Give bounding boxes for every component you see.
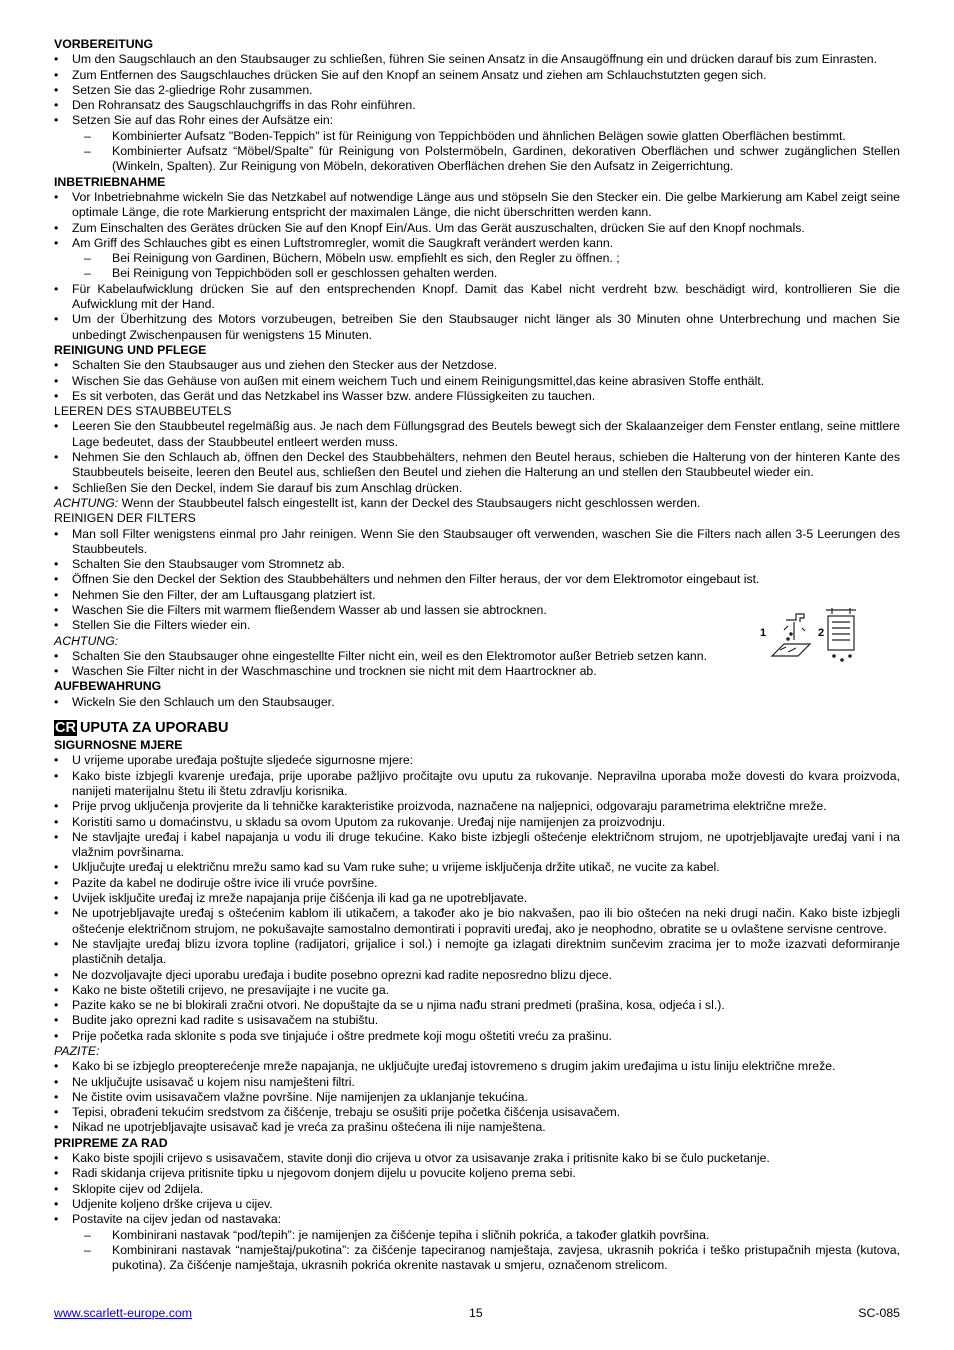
section-heading-pripreme: PRIPREME ZA RAD [54, 1135, 168, 1150]
list-item: • Ne upotrjebljavajte uređaj s oštećenim kablom ili utikačem, a također ako je bio nakvašen, pao ili bio oštećen na neki drugi način. Kako biste izbjegli oštećenje električnom strujom, ne pokušavajte samostalno demontirati i popraviti uređaj, ako je neophodno, obratite se u ovlaštene servisne centrove. [54, 906, 900, 937]
page-number: 15 [469, 1306, 483, 1320]
list-pripreme [54, 1151, 900, 1273]
list-item: • Wickeln Sie den Schlauch um den Staubsauger. [54, 695, 900, 710]
list-aufbewahrung [54, 695, 900, 710]
list-sigurnosne [54, 753, 900, 1044]
list-item: • Kako biste izbjegli kvarenje uređaja, prije uporabe pažljivo pročitajte ovu uputu za rukovanje. Nepravilna uporaba može dovesti do kvara proizvoda, nanijeti materijalnu štetu ili štetu zdravlju korisnika. [54, 769, 900, 800]
list-item: • Radi skidanja crijeva pritisnite tipku u njegovom donjem dijelu u povucite koljeno prema sebi. [54, 1166, 900, 1181]
list-item: • Zum Entfernen des Saugschlauches drücken Sie auf den Knopf an seinem Ansatz und ziehen am Schlauchstutzten gegen sich. [54, 68, 900, 83]
list-item: • Nehmen Sie den Schlauch ab, öffnen den Deckel des Staubbehälters, nehmen den Beutel heraus, schieben die Halterung von der hinteren Kante des Staubbeutels beiseite, leeren den Beutel aus, schließen den Beutel und ziehen die Halterung an und stellen den Staubbeutel wieder ein. [54, 450, 900, 481]
manual-title: UPUTA ZA UPORABU [79, 720, 229, 737]
sub-list-item: – Kombinierter Aufsatz “Möbel/Spalte” für Reinigung von Polstermöbeln, Gardinen, dekorativen Oberflächen und schwer zugänglichen Stellen (Winkeln, Spalten). Zur Reinigung von Möbeln, dekorativen Oberflächen drehen Sie den Aufsatz in Zeigerrichtung. [54, 144, 900, 175]
list-item: • Setzen Sie auf das Rohr eines der Aufsätze ein: [54, 113, 900, 128]
achtung-label: ACHTUNG: [54, 495, 119, 510]
list-item: • Ne dozvoljavajte djeci uporabu uređaja i budite posebno oprezni kad radite neposredno blizu djece. [54, 968, 900, 983]
pazite-label: PAZITE: [54, 1044, 100, 1058]
list-item: • Schalten Sie den Staubsauger aus und ziehen den Stecker aus der Netzdose. [54, 358, 900, 373]
achtung-note [54, 496, 900, 511]
list-item: • Nehmen Sie den Filter, der am Luftausgang platziert ist. [54, 588, 900, 603]
model-number: SC-085 [858, 1306, 900, 1320]
sub-list-item: – Bei Reinigung von Teppichböden soll er geschlossen gehalten werden. [54, 266, 900, 281]
list-item: • Waschen Sie Filter nicht in der Waschmaschine und trocknen sie nicht mit dem Haartrockner ab. [54, 664, 900, 679]
list-item: • Kako bi se izbjeglo preopterećenje mreže napajanja, ne uključujte uređaj istovremeno s drugim jakim uređajima u istu liniju električne mreže. [54, 1059, 900, 1074]
list-item: • Schalten Sie den Staubsauger ohne eingestellte Filter nicht ein, weil es den Elektromotor außer Betrieb setzen kann. [54, 649, 900, 664]
list-item: • Stellen Sie die Filters wieder ein. [54, 618, 900, 633]
list-item: • Pazite da kabel ne dodiruje oštre ivice ili vruće površine. [54, 876, 900, 891]
section-heading-vorbereitung: VORBEREITUNG [54, 37, 154, 51]
list-item: • Udjenite koljeno drške crijeva u cijev. [54, 1197, 900, 1212]
list-item: • Wischen Sie das Gehäuse von außen mit einem weichem Tuch und einem Reinigungsmittel,das keine abrasiven Stoffe enthält. [54, 374, 900, 389]
list-item: • Kako biste spojili crijevo s usisavačem, stavite donji dio crijeva u otvor za usisavanje zraka i pritisnite kako bi se čulo pucketanje. [54, 1151, 900, 1166]
list-item: • Leeren Sie den Staubbeutel regelmäßig aus. Je nach dem Füllungsgrad des Beutels bewegt sich der Skalaanzeiger dem Fenster entlang, seine mittlere Lage bedeutet, dass der Staubbeutel entleert werden muss. [54, 419, 900, 450]
list-item: • Setzen Sie das 2-gliedrige Rohr zusammen. [54, 83, 900, 98]
list-reinigung [54, 358, 900, 404]
section-heading-aufbewahrung: AUFBEWAHRUNG [54, 679, 162, 694]
list-item: • Vor Inbetriebnahme wickeln Sie das Netzkabel auf notwendige Länge aus und stöpseln Sie den Stecker ein. Die gelbe Markierung am Kabel zeigt seine optimale Länge, die rote Markierung entspricht der maximalen Länge, die nicht überschritten werden kann. [54, 190, 900, 221]
filter-washing-illustration [758, 606, 868, 666]
list-item: • Schalten Sie den Staubsauger vom Stromnetz ab. [54, 557, 900, 572]
list-item: • Es sit verboten, das Gerät und das Netzkabel ins Wasser bzw. andere Flüssigkeiten zu tauchen. [54, 389, 900, 404]
list-item: • Zum Einschalten des Gerätes drücken Sie auf den Knopf Ein/Aus. Um das Gerät auszuschalten, drücken Sie auf den Knopf nochmals. [54, 221, 900, 236]
language-badge: CR [55, 720, 76, 737]
list-item: • Koristiti samo u domaćinstvu, u skladu sa ovom Uputom za rukovanje. Uređaj nije namijenjen za proizvodnju. [54, 815, 900, 830]
list-item: • Am Griff des Schlauches gibt es einen Luftstromregler, womit die Saugkraft verändert werden kann. [54, 236, 900, 251]
list-item: • Schließen Sie den Deckel, indem Sie darauf bis zum Anschlag drücken. [54, 481, 900, 496]
list-item: • Prije prvog uključenja provjerite da li tehničke karakteristike proizvoda, naznačene na naljepnici, odgovaraju parametrima električne mreže. [54, 799, 900, 814]
figure-label-2: 2 [818, 627, 825, 639]
list-item: • Man soll Filter wenigstens einmal pro Jahr reinigen. Wenn Sie den Staubsauger oft verwenden, waschen Sie die Filters nach allen 3-5 Leerungen des Staubbeutels. [54, 527, 900, 558]
section-heading-reinigung: REINIGUNG UND PFLEGE [54, 342, 207, 357]
section-heading-sigurnosne: SIGURNOSNE MJERE [54, 738, 183, 753]
achtung-text: Wenn der Staubbeutel falsch eingestellt ist, kann der Deckel des Staubsaugers nicht geschlossen werden. [118, 495, 701, 510]
list-item: • Ne čistite ovim usisavačem vlažne površine. Nije namijenjen za uklanjanje tekućina. [54, 1090, 900, 1105]
list-item: • Budite jako oprezni kad radite s usisavačem na stubištu. [54, 1013, 900, 1028]
faucet-icon [772, 614, 810, 656]
sub-list-item: – Kombinirani nastavak “namještaj/pukotina”: za čišćenje tapeciranog namještaja, zavjesa, ukrasnih pokrića i teško pristupačnih mjesta (kutova, pukotina). Za čišćenje namještaja, ukrasnih pokrića okrenite nastavak u smjeru, označenom strelicom. [54, 1243, 900, 1274]
list-item: • Tepisi, obrađeni tekućim sredstvom za čišćenje, trebaju se osušiti prije početka čišćenja usisavačem. [54, 1105, 900, 1120]
figure-label-1: 1 [760, 627, 767, 639]
list-item: • Ne uključujte usisavač u kojem nisu namješteni filtri. [54, 1075, 900, 1090]
list-item: • Prije početka rada sklonite s poda sve tinjajuće i oštre predmete koji mogu oštetiti vreću za prašinu. [54, 1029, 900, 1044]
language-section-title [54, 720, 900, 737]
list-item: • Um der Überhitzung des Motors vorzubeugen, betreiben Sie den Staubsauger nicht länger als 30 Minuten ohne Unterbrechung und machen Sie unbedingt Zwischenpausen für wenigstens 15 Minuten. [54, 312, 900, 343]
list-item: • Nikad ne upotrjebljavajte usisavač kad je vreća za prašinu oštećena ili nije namještena. [54, 1120, 900, 1135]
list-item: • Pazite kako se ne bi blokirali zračni otvori. Ne dopuštajte da se u njima nađu strani predmeti (prašina, kosa, odjeća i sl.). [54, 998, 900, 1013]
achtung-label: ACHTUNG: [54, 633, 119, 648]
sub-list-item: – Kombinierter Aufsatz "Boden-Teppich" ist für Reinigung von Teppichböden und ähnlichen Belägen sowie glatten Oberflächen bestimmt. [54, 129, 900, 144]
sub-list-item: – Bei Reinigung von Gardinen, Büchern, Möbeln usw. empfiehlt es sich, den Regler zu öffnen. ; [54, 251, 900, 266]
filter-drying-icon [826, 608, 856, 661]
list-pazite [54, 1059, 900, 1135]
list-item: • Sklopite cijev od 2dijela. [54, 1182, 900, 1197]
section-heading-leeren: LEEREN DES STAUBBEUTELS [54, 404, 232, 419]
list-item: • Öffnen Sie den Deckel der Sektion des Staubbehälters und nehmen den Filter heraus, der vor dem Elektromotor eingebaut ist. [54, 572, 900, 587]
list-item: • Ne stavljajte uređaj i kabel napajanja u vodu ili druge tekućine. Kako biste izbjegli oštećenje električnom strujom, ne upotrjebljavajte uređaj vani i na vlažnim površinama. [54, 830, 900, 861]
list-inbetriebnahme [54, 190, 900, 343]
list-item: • U vrijeme uporabe uređaja poštujte sljedeće sigurnosne mjere: [54, 753, 900, 768]
list-item: • Waschen Sie die Filters mit warmem fließendem Wasser ab und lassen sie abtrocknen. [54, 603, 900, 618]
sub-list-item: – Kombinirani nastavak “pod/tepih”: je namijenjen za čišćenje tepiha i sličnih pokrića, a također glatkih površina. [54, 1228, 900, 1243]
section-heading-filter: REINIGEN DER FILTERS [54, 511, 196, 526]
list-item: • Den Rohransatz des Saugschlauchgriffs in das Rohr einführen. [54, 98, 900, 113]
list-item: • Uključujte uređaj u električnu mrežu samo kad su Vam ruke suhe; u vrijeme isključenja držite utikač, ne vucite za kabel. [54, 860, 900, 875]
list-item: • Kako ne biste oštetili crijevo, ne presavijajte i ne vucite ga. [54, 983, 900, 998]
list-item: • Um den Saugschlauch an den Staubsauger zu schließen, führen Sie seinen Ansatz in die Ansaugöffnung ein und drücken darauf bis zum Einrasten. [54, 52, 900, 67]
list-vorbereitung [54, 52, 900, 174]
section-heading-inbetriebnahme: INBETRIEBNAHME [54, 174, 166, 189]
list-item: • Postavite na cijev jedan od nastavaka: [54, 1212, 900, 1227]
website-link[interactable]: www.scarlett-europe.com [54, 1306, 193, 1320]
list-item: • Uvijek isključite uređaj iz mreže napajanja prije čišćenja ili kad ga ne upotrebljavate. [54, 891, 900, 906]
list-item: • Ne stavljajte uređaj blizu izvora topline (radijatori, grijalice i sol.) i nemojte ga izlagati direktnim sunčevim zracima jer to može izazvati deformiranje plastičnih detalja. [54, 937, 900, 968]
list-item: • Für Kabelaufwicklung drücken Sie auf den entsprechenden Knopf. Damit das Kabel nicht verdreht bzw. beschädigt wird, kontrollieren Sie die Aufwicklung mit der Hand. [54, 282, 900, 313]
list-leeren [54, 419, 900, 495]
